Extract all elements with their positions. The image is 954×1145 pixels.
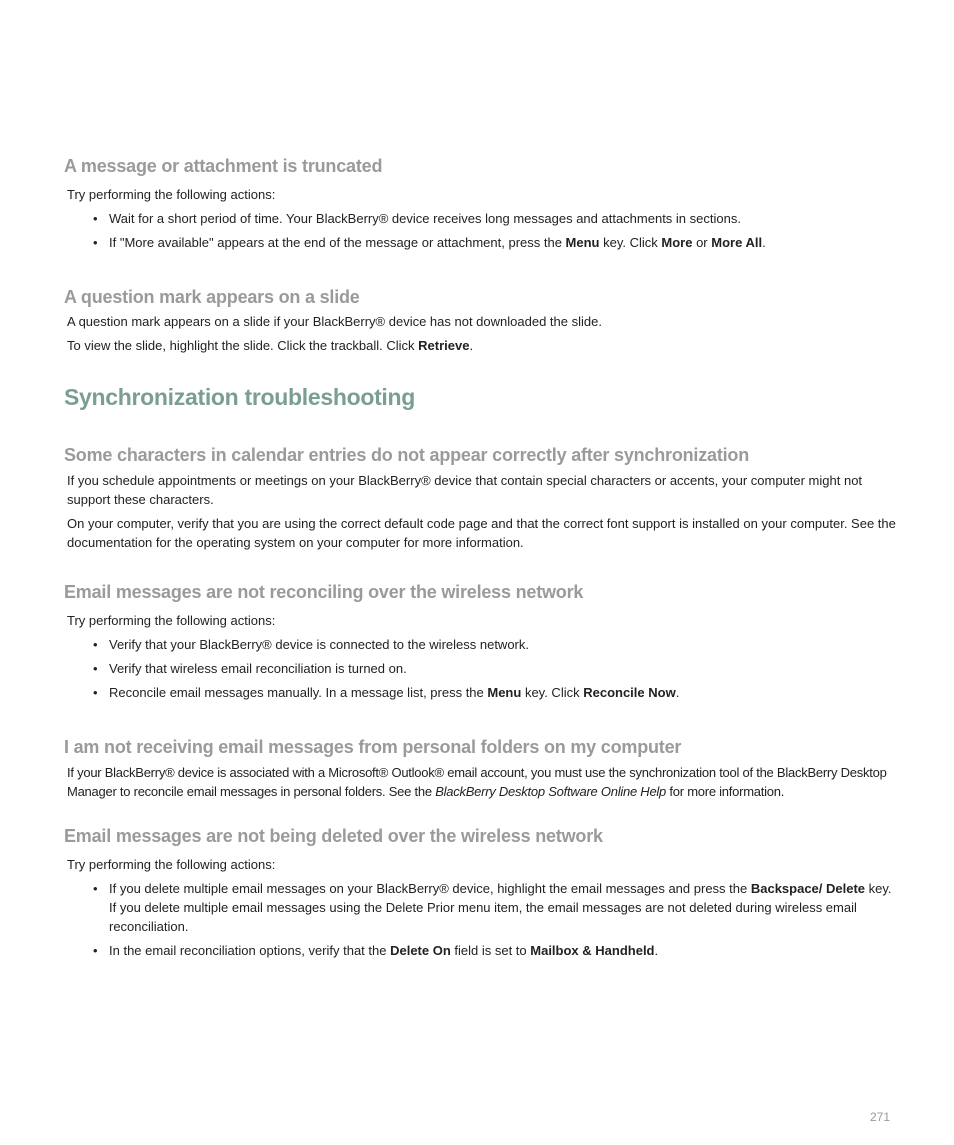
list-item: • Wait for a short period of time. Your BlackBerry® device receives long messages and attachments in sections.	[109, 209, 896, 228]
section-heading: A question mark appears on a slide	[64, 287, 360, 307]
more-all-label: More All	[711, 235, 763, 250]
intro-text: Try performing the following actions:	[67, 613, 276, 628]
delete-on-field-label: Delete On	[390, 943, 451, 958]
section-heading: Email messages are not reconciling over the wireless network	[64, 582, 584, 602]
list-item: • Verify that wireless email reconciliation is turned on.	[109, 659, 896, 678]
more-label: More	[661, 235, 693, 250]
list-item: • Verify that your BlackBerry® device is connected to the wireless network.	[109, 635, 896, 654]
page-number: 271	[869, 1110, 890, 1124]
action-list	[64, 635, 896, 702]
menu-key-label: Menu	[487, 685, 522, 700]
section-heading: I am not receiving email messages from personal folders on my computer	[64, 737, 682, 757]
section-personal-folders	[64, 736, 896, 801]
backspace-delete-key-label: Backspace/ Delete	[750, 881, 866, 896]
section-message-truncated	[64, 155, 896, 252]
paragraph: If your BlackBerry® device is associated with a Microsoft® Outlook® email account, you must use the synchronization tool of the BlackBerry Desktop Manager to reconcile email messages in personal folders. See the BlackBerry Desktop Software Online Help for more information.	[67, 765, 887, 799]
section-heading: Some characters in calendar entries do not appear correctly after synchronization	[64, 445, 750, 465]
section-not-deleted	[64, 825, 896, 960]
paragraph: To view the slide, highlight the slide. Click the trackball. Click Retrieve.	[67, 338, 474, 353]
section-not-reconciling	[64, 581, 896, 702]
mailbox-handheld-label: Mailbox & Handheld	[530, 943, 655, 958]
list-item: • In the email reconciliation options, verify that the Delete On field is set to Mailbox & Handheld.	[109, 941, 896, 960]
list-item: • Reconcile email messages manually. In a message list, press the Menu key. Click Reconcile Now.	[109, 683, 896, 702]
chapter-title: Synchronization troubleshooting	[64, 384, 416, 410]
section-heading: A message or attachment is truncated	[64, 156, 383, 176]
paragraph: A question mark appears on a slide if your BlackBerry® device has not downloaded the slide.	[67, 314, 602, 329]
paragraph: If you schedule appointments or meetings on your BlackBerry® device that contain special characters or accents, your computer might not support these characters.	[67, 473, 863, 507]
list-item: • If you delete multiple email messages on your BlackBerry® device, highlight the email messages and press the Backspace/ Delete key. If you delete multiple email messages using the Delete Prior menu item, the email messages are not deleted during wireless email reconciliation.	[109, 879, 896, 936]
menu-key-label: Menu	[565, 235, 600, 250]
section-heading: Email messages are not being deleted over the wireless network	[64, 826, 603, 846]
action-list	[64, 209, 896, 252]
reconcile-now-label: Reconcile Now	[583, 685, 676, 700]
list-item: • If "More available" appears at the end of the message or attachment, press the Menu key. Click More or More All.	[109, 233, 896, 252]
intro-text: Try performing the following actions:	[67, 187, 276, 202]
chapter-heading-block	[64, 383, 896, 411]
section-question-mark	[64, 286, 896, 355]
retrieve-label: Retrieve	[418, 338, 470, 353]
action-list	[64, 879, 896, 960]
paragraph: On your computer, verify that you are using the correct default code page and that the correct font support is installed on your computer. See the documentation for the operating system on your computer for more information.	[67, 516, 896, 550]
intro-text: Try performing the following actions:	[67, 857, 276, 872]
help-reference: BlackBerry Desktop Software Online Help	[435, 784, 667, 799]
section-calendar-characters	[64, 444, 896, 552]
